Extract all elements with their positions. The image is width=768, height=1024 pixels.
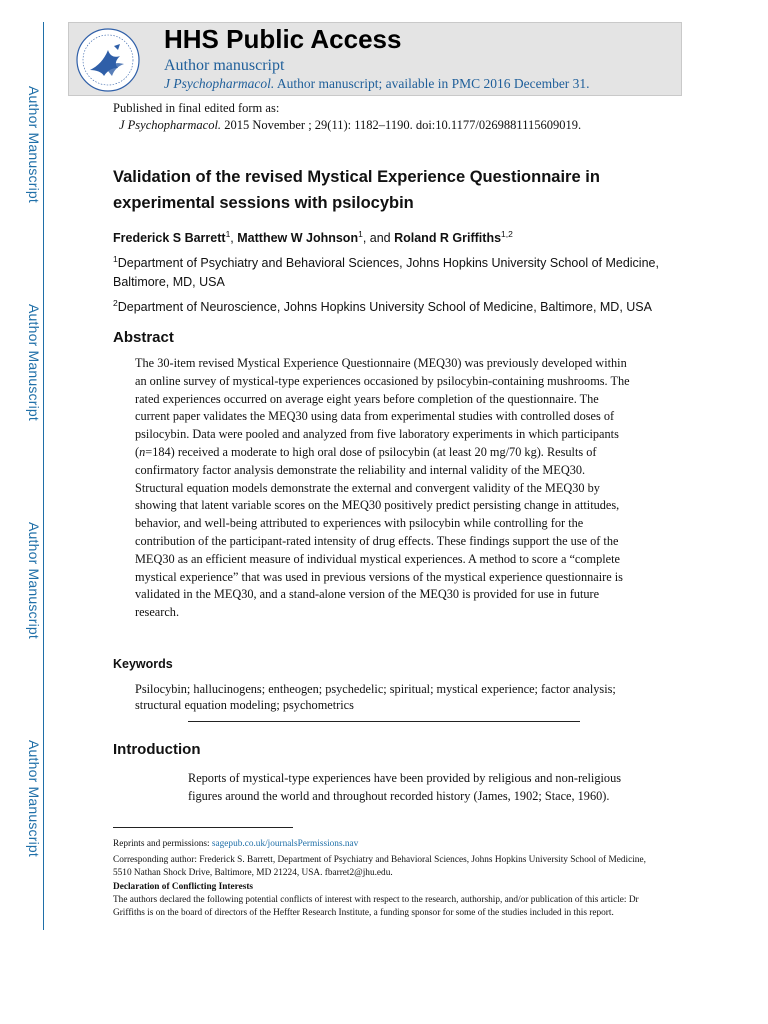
author-name: Matthew W Johnson xyxy=(237,231,359,246)
affiliation-sup: 2 xyxy=(113,298,118,308)
abstract-text-part-b: =184) received a moderate to high oral dose of psilocybin (at least 20 mg/70 kg). Results of confirmatory factor analysis demonstrate the reliability and internal validity of the MEQ30. Structural equation models demonstrate the external and convergent validity of the MEQ30 by showing that latent variable scores on the MEQ30 positively predict persisting change in attitudes, behavior, and well-being attributed to experiences with psilocybin while controlling for the contribution of the participant-rated intensity of drug effects. These findings support the use of the MEQ30 as an efficient measure of individual mystical experiences. A method to score a “complete mystical experience” that was used in previous versions of the mystical experience questionnaire is validated in the MEQ30, and a stand-alone version of the MEQ30 is provided for use in future research. xyxy=(135,444,623,620)
affiliation-2 xyxy=(113,294,673,317)
conflict-heading: Declaration of Conflicting Interests xyxy=(113,882,254,892)
banner-subtitle: Author manuscript xyxy=(164,57,285,74)
published-citation xyxy=(113,117,581,134)
side-rail-line xyxy=(43,22,44,930)
paper-title: Validation of the revised Mystical Experience Questionnaire in experimental sessions with psilocybin xyxy=(113,168,600,212)
side-label-author-manuscript: Author Manuscript xyxy=(26,740,42,858)
published-label: Published in final edited form as: xyxy=(113,101,280,115)
author-separator: , and xyxy=(362,231,395,246)
author-name: Roland R Griffiths xyxy=(394,231,502,246)
author-list xyxy=(113,229,513,245)
author-affiliation-sup: 1,2 xyxy=(501,229,513,239)
banner-journal-name: J Psychopharmacol. xyxy=(164,76,275,91)
footnote-conflict-heading xyxy=(113,881,658,894)
affiliation-sup: 1 xyxy=(113,254,118,264)
keywords-text: Psilocybin; hallucinogens; entheogen; psychedelic; spiritual; mystical experience; factor analysis; structural equation modeling; psychometrics xyxy=(135,682,616,712)
footnote-conflict-text: The authors declared the following potential conflicts of interest with respect to the research, authorship, and/or publication of this article: Dr Griffiths is on the board of directors of the Heffter Research Institute, a funding sponsor for some of the studies included in this report. xyxy=(113,895,639,918)
abstract-n-symbol: n xyxy=(139,444,146,459)
banner-title: HHS Public Access xyxy=(164,24,402,54)
hhs-eagle-seal-icon xyxy=(74,26,142,94)
footnote-corresponding-author: Corresponding author: Frederick S. Barrett, Department of Psychiatry and Behavioral Sciences, Johns Hopkins University School of Medicine, 5510 Nathan Shock Drive, Baltimore, MD 21224, USA. fbarret2@jhu.edu. xyxy=(113,855,646,878)
side-label-author-manuscript: Author Manuscript xyxy=(26,86,42,204)
author-affiliation-sup: 1 xyxy=(358,229,363,239)
section-divider xyxy=(188,721,580,722)
published-in-block xyxy=(113,100,581,134)
introduction-text: Reports of mystical-type experiences have been provided by religious and non-religious figures around the world and throughout recorded history (James, 1902; Stace, 1960). xyxy=(188,771,621,803)
footnote-divider xyxy=(113,827,293,828)
footnote-reprints xyxy=(113,838,658,851)
keywords-heading: Keywords xyxy=(113,657,173,671)
published-journal: J Psychopharmacol. xyxy=(119,118,222,132)
affiliation-text: Department of Neuroscience, Johns Hopkins University School of Medicine, Baltimore, MD, USA xyxy=(117,300,652,315)
abstract-heading: Abstract xyxy=(113,329,174,346)
author-affiliation-sup: 1 xyxy=(225,229,231,239)
reprints-link[interactable]: sagepub.co.uk/journalsPermissions.nav xyxy=(211,839,359,849)
abstract-text-part-a: The 30-item revised Mystical Experience Questionnaire (MEQ30) was previously developed within an online survey of mystical-type experiences occasioned by psilocybin-containing mushrooms. The rated experiences occurred on average eight years before completion of the questionnaire. The current paper validates the MEQ30 using data from experimental studies with controlled doses of psilocybin. Data were pooled and analyzed from five laboratory experiments in which participants ( xyxy=(135,356,630,459)
side-label-author-manuscript: Author Manuscript xyxy=(26,522,42,640)
introduction-heading: Introduction xyxy=(113,741,201,758)
banner-availability: Author manuscript; available in PMC 2016 December 31. xyxy=(276,76,590,91)
affiliation-1 xyxy=(113,250,673,292)
banner-journal-line xyxy=(164,76,590,92)
author-name: Frederick S Barrett xyxy=(113,231,226,246)
author-separator: , xyxy=(230,231,238,246)
reprints-label: Reprints and permissions: xyxy=(113,839,212,849)
abstract-text xyxy=(135,355,635,622)
side-label-author-manuscript: Author Manuscript xyxy=(26,304,42,422)
affiliation-text: Department of Psychiatry and Behavioral Sciences, Johns Hopkins University School of Medicine, Baltimore, MD, USA xyxy=(113,256,659,290)
published-citation-text: 2015 November ; 29(11): 1182–1190. doi:10.1177/0269881115609019. xyxy=(224,118,582,132)
